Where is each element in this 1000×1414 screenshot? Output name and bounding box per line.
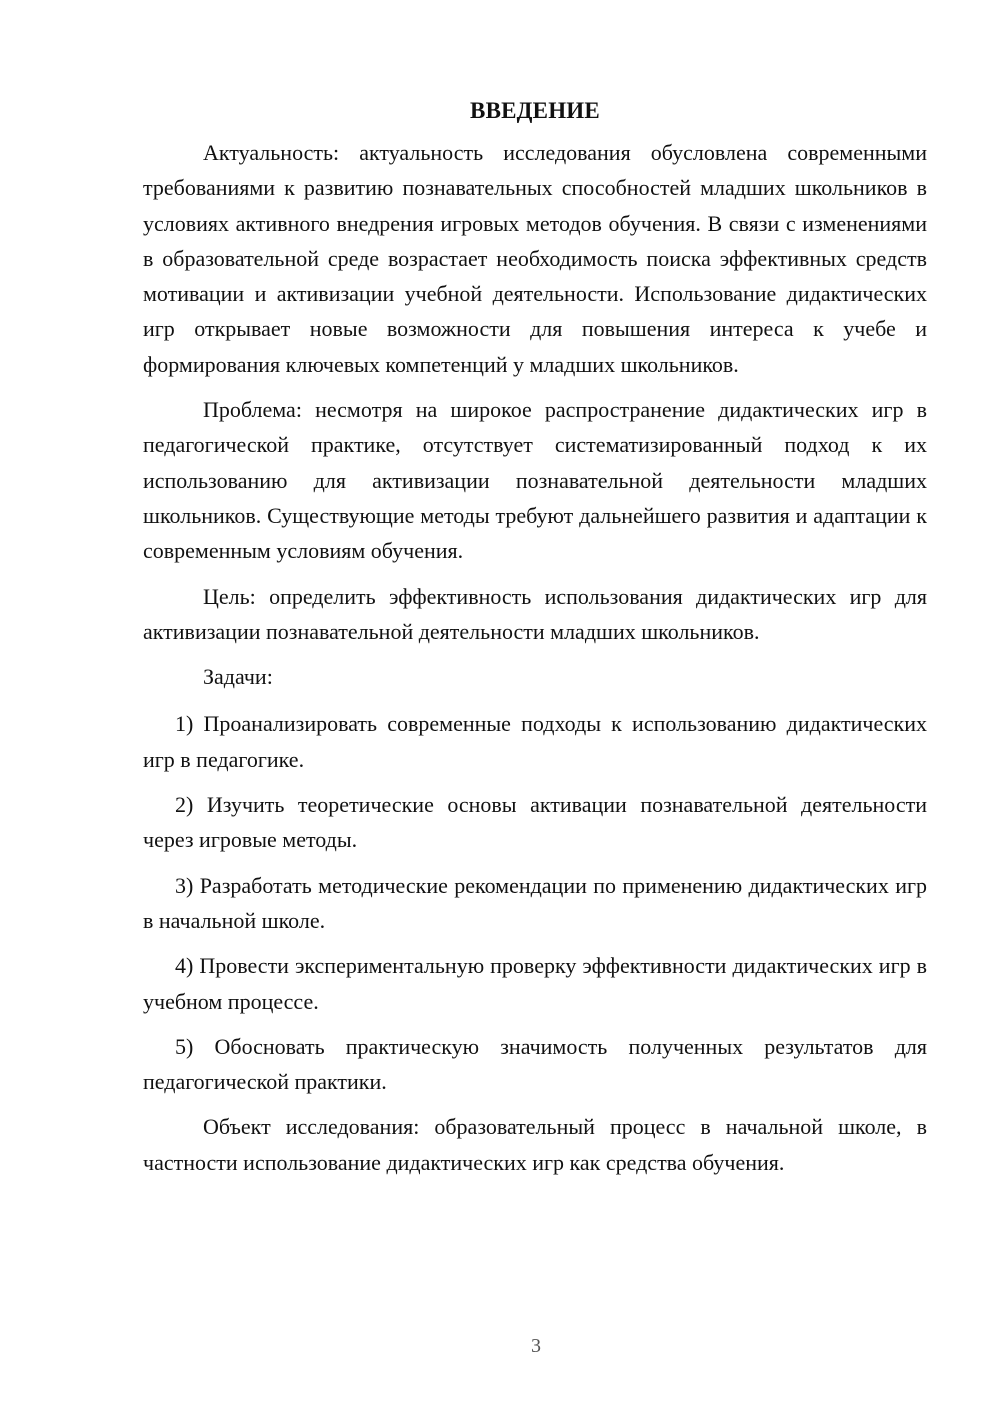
page-number: 3 bbox=[531, 1335, 541, 1357]
task-item-5: 5) Обосновать практическую значимость полученных результатов для педагогической практики. bbox=[143, 1033, 927, 1095]
task-item-2: 2) Изучить теоретические основы активации познавательной деятельности через игровые методы. bbox=[143, 792, 927, 853]
paragraph-relevance: Актуальность: актуальность исследования обусловлена современными требованиями к развитию познавательных способностей младших школьников в условиях активного внедрения игровых методов обучения. В связи с изменениями в образовательной среде возрастает необходимость поиска эффективных средств мотивации и активизации учебной деятельности. Использование дидактических игр открывает новые возможности для повышения интереса к учебе и формирования ключевых компетенций у младших школьников. bbox=[143, 140, 927, 377]
task-item-3: 3) Разработать методические рекомендации по применению дидактических игр в начальной школе. bbox=[143, 872, 927, 933]
task-item-1: 1) Проанализировать современные подходы к использованию дидактических игр в педагогике. bbox=[143, 711, 927, 772]
tasks-label: Задачи: bbox=[203, 664, 273, 690]
paragraph-object: Объект исследования: образовательный процесс в начальной школе, в частности использование дидактических игр как средства обучения. bbox=[143, 1114, 927, 1175]
document-page bbox=[143, 95, 927, 1190]
paragraph-problem: Проблема: несмотря на широкое распространение дидактических игр в педагогической практике, отсутствует систематизированный подход к их использованию для активизации познавательной деятельности младших школьников. Существующие методы требуют дальнейшего развития и адаптации к современным условиям обучения. bbox=[143, 397, 927, 564]
task-item-4: 4) Провести экспериментальную проверку эффективности дидактических игр в учебном процессе. bbox=[143, 953, 927, 1014]
section-title: ВВЕДЕНИЕ bbox=[470, 98, 600, 123]
paragraph-goal: Цель: определить эффективность использования дидактических игр для активизации познавательной деятельности младших школьников. bbox=[143, 583, 927, 644]
